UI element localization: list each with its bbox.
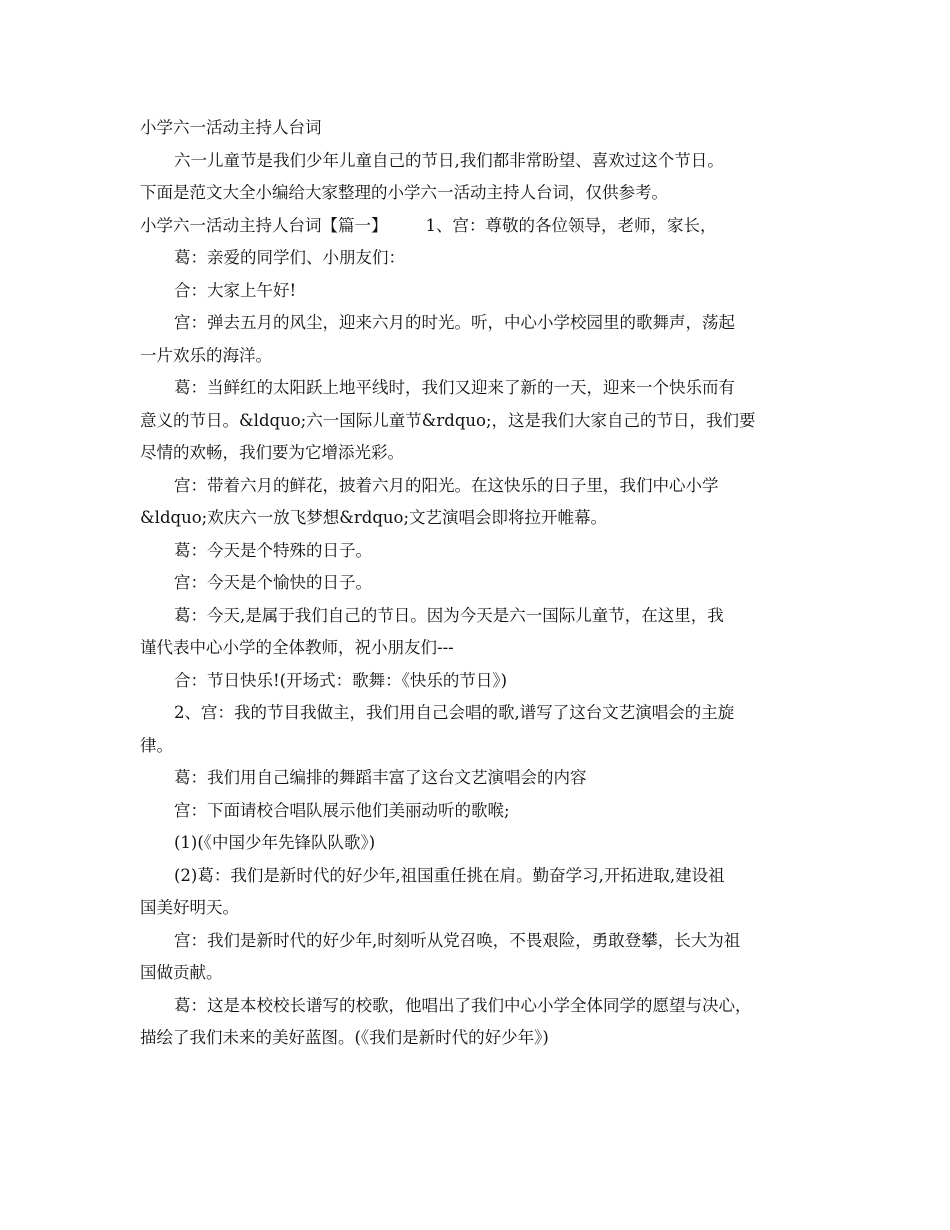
text-line-content: 描绘了我们未来的美好蓝图。(《我们是新时代的好少年》) (140, 1028, 549, 1047)
text-line-content: 小学六一活动主持人台词【篇一】 (140, 215, 388, 235)
text-line-content: (1)(《中国少年先锋队队歌》) (174, 833, 376, 852)
text-line-content: 宫：我们是新时代的好少年,时刻听从党召唤，不畏艰险，勇敢登攀，长大为祖 (174, 930, 741, 950)
text-line (140, 665, 820, 698)
text-line (140, 730, 820, 763)
text-line-content: 合：大家上午好! (174, 280, 297, 300)
text-line-content: 宫：弹去五月的风尘，迎来六月的时光。听，中心小学校园里的歌舞声，荡起 (174, 313, 735, 332)
text-line-content: 谨代表中心小学的全体教师，祝小朋友们--- (140, 638, 454, 657)
text-line-content: 意义的节日。&ldquo;六一国际儿童节&rdquo;，这是我们大家自己的节日，我们要 (140, 410, 756, 430)
text-line-content: 葛：我们用自己编排的舞蹈丰富了这台文艺演唱会的内容 (174, 768, 587, 787)
text-line (140, 210, 820, 243)
document-title: 小学六一活动主持人台词 (140, 118, 322, 137)
text-line (140, 697, 820, 730)
text-line (140, 860, 820, 893)
text-line-content: 葛：今天,是属于我们自己的节日。因为今天是六一国际儿童节，在这里，我 (174, 605, 724, 625)
text-line (140, 275, 820, 308)
text-line (140, 795, 820, 828)
text-line-content: 葛：当鲜红的太阳跃上地平线时，我们又迎来了新的一天，迎来一个快乐而有 (174, 378, 735, 397)
text-line-content: 2、宫：我的节目我做主，我们用自己会唱的歌,谱写了这台文艺演唱会的主旋 (174, 703, 735, 722)
text-line-content: 合：节日快乐!(开场式：歌舞：《快乐的节日》) (174, 670, 508, 690)
text-line (140, 567, 820, 600)
text-line-content: (2)葛：我们是新时代的好少年,祖国重任挑在肩。勤奋学习,开拓进取,建设祖 (174, 865, 725, 885)
text-line-content: 国美好明天。 (140, 898, 239, 917)
text-line-content: 葛：今天是个特殊的日子。 (174, 540, 372, 560)
text-line (140, 925, 820, 958)
text-line-content: &ldquo;欢庆六一放飞梦想&rdquo;文艺演唱会即将拉开帷幕。 (140, 508, 608, 527)
text-line-content: 六一儿童节是我们少年儿童自己的节日,我们都非常盼望、喜欢过这个节日。 (174, 150, 724, 170)
text-line (140, 892, 820, 925)
text-line (140, 1022, 820, 1055)
text-line (140, 372, 820, 405)
text-line (140, 535, 820, 568)
text-line-content: 下面是范文大全小编给大家整理的小学六一活动主持人台词，仅供参考。 (140, 183, 668, 202)
text-line (140, 827, 820, 860)
text-line-continuation: 1、宫：尊敬的各位领导，老师，家长， (425, 215, 717, 235)
text-line (140, 990, 820, 1023)
document-body (140, 112, 820, 1055)
text-line (140, 437, 820, 470)
text-line (140, 502, 820, 535)
text-line (140, 600, 820, 633)
text-line-content: 尽情的欢畅，我们要为它增添光彩。 (140, 443, 404, 462)
text-line (140, 177, 820, 210)
text-line-content: 律。 (140, 735, 173, 755)
text-line (140, 307, 820, 340)
text-line (140, 762, 820, 795)
text-line-content: 一片欢乐的海洋。 (140, 345, 272, 365)
text-line-content: 葛：这是本校校长谱写的校歌，他唱出了我们中心小学全体同学的愿望与决心， (174, 995, 752, 1015)
text-line (140, 957, 820, 990)
text-line-content: 葛：亲爱的同学们、小朋友们： (174, 248, 405, 267)
text-line-content: 宫：下面请校合唱队展示他们美丽动听的歌喉; (174, 800, 510, 820)
text-line (140, 242, 820, 275)
text-line-content: 宫：今天是个愉快的日子。 (174, 573, 372, 592)
text-line (140, 470, 820, 503)
paragraph-lines (140, 145, 820, 1055)
text-line (140, 632, 820, 665)
text-line (140, 340, 820, 373)
text-line (140, 145, 820, 178)
text-line (140, 405, 820, 438)
text-line-content: 国做贡献。 (140, 963, 223, 982)
text-line-content: 宫：带着六月的鲜花，披着六月的阳光。在这快乐的日子里，我们中心小学 (174, 475, 719, 495)
